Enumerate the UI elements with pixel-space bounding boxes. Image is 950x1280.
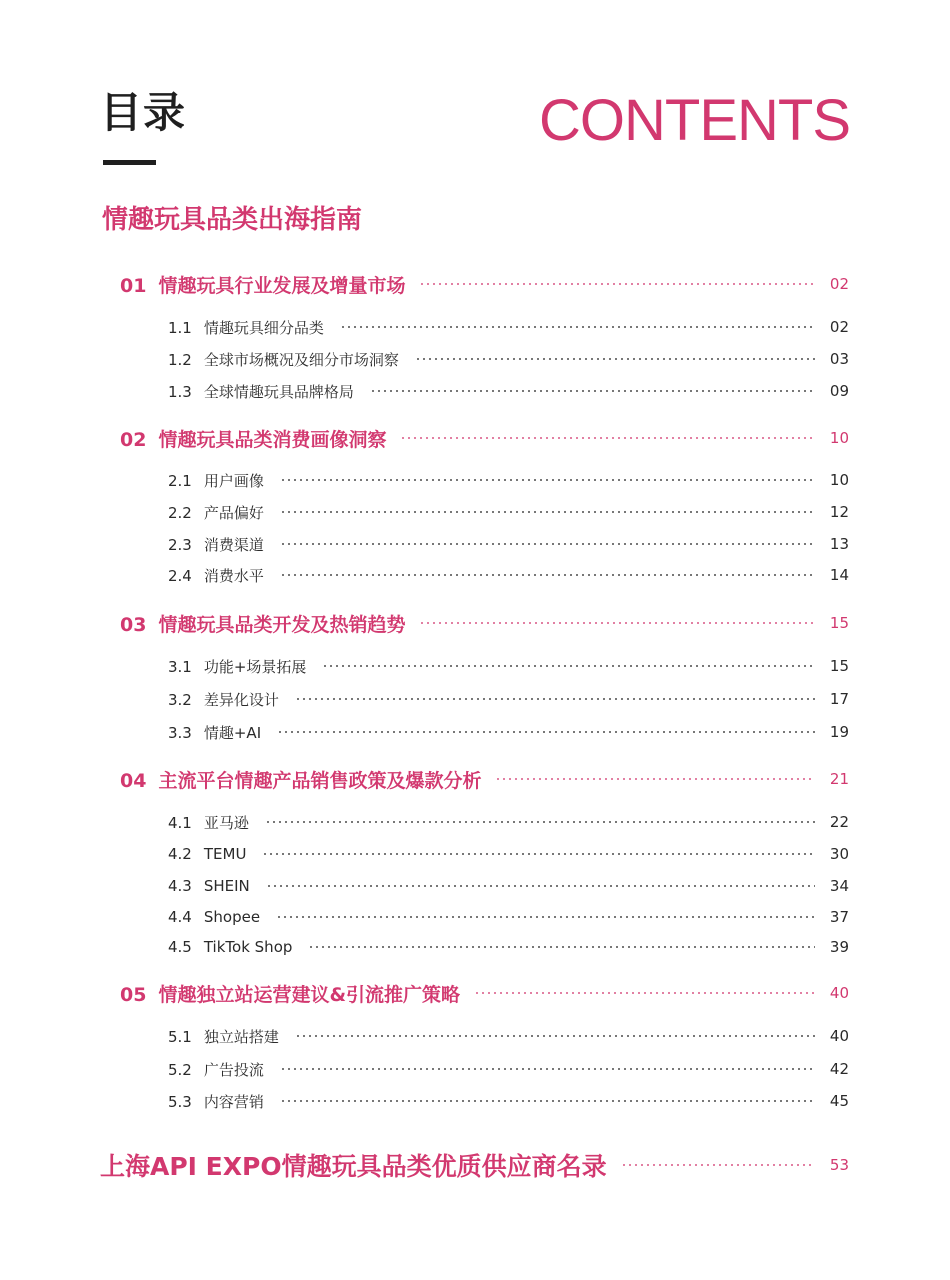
item-label bbox=[168, 317, 324, 338]
guide-title: 情趣玩具品类出海指南 bbox=[102, 205, 363, 235]
page-title-cn: 目录 bbox=[100, 88, 187, 137]
dot-leader bbox=[262, 853, 815, 855]
item-title: 情趣玩具细分品类 bbox=[203, 318, 324, 337]
toc-item-4-1[interactable] bbox=[168, 810, 849, 834]
item-page-number: 03 bbox=[829, 350, 849, 368]
toc-section-04[interactable] bbox=[120, 767, 849, 791]
section-page-number: 02 bbox=[829, 275, 849, 293]
item-page-number: 39 bbox=[829, 938, 849, 956]
section-page-number: 40 bbox=[829, 984, 849, 1002]
toc-item-2-1[interactable] bbox=[168, 468, 849, 492]
item-label bbox=[168, 722, 261, 743]
item-title: 消费水平 bbox=[203, 566, 264, 585]
item-page-number: 37 bbox=[829, 908, 849, 926]
toc-item-2-2[interactable] bbox=[168, 500, 849, 524]
item-number: 2.1 bbox=[168, 471, 192, 490]
item-label bbox=[168, 1059, 264, 1080]
item-number: 1.3 bbox=[168, 382, 192, 401]
item-title: 独立站搭建 bbox=[203, 1027, 279, 1046]
item-page-number: 12 bbox=[829, 503, 849, 521]
item-page-number: 30 bbox=[829, 845, 849, 863]
item-page-number: 40 bbox=[829, 1027, 849, 1045]
toc-item-3-2[interactable] bbox=[168, 687, 849, 711]
toc-item-4-5[interactable] bbox=[168, 935, 849, 959]
item-title: 内容营销 bbox=[203, 1092, 264, 1111]
section-label bbox=[120, 271, 405, 298]
appendix-page-number: 53 bbox=[829, 1156, 849, 1174]
item-page-number: 22 bbox=[829, 813, 849, 831]
item-label bbox=[168, 565, 264, 586]
item-label bbox=[168, 381, 354, 402]
item-title: 亚马逊 bbox=[203, 813, 249, 832]
page-title-en: CONTENTS bbox=[539, 88, 850, 153]
section-title: 情趣独立站运营建议&引流推广策略 bbox=[158, 983, 461, 1006]
dot-leader bbox=[295, 698, 815, 700]
item-label bbox=[168, 534, 264, 555]
dot-leader bbox=[400, 437, 815, 439]
toc-item-4-3[interactable] bbox=[168, 874, 849, 898]
item-page-number: 09 bbox=[829, 382, 849, 400]
section-label bbox=[120, 766, 481, 793]
section-page-number: 10 bbox=[829, 429, 849, 447]
dot-leader bbox=[419, 622, 815, 624]
section-label bbox=[120, 425, 386, 452]
toc-section-01[interactable] bbox=[120, 272, 849, 296]
item-page-number: 02 bbox=[829, 318, 849, 336]
item-title: 用户画像 bbox=[203, 471, 264, 490]
item-title: 全球市场概况及细分市场洞察 bbox=[203, 350, 399, 369]
item-number: 2.2 bbox=[168, 503, 192, 522]
item-number: 3.1 bbox=[168, 657, 192, 676]
section-page-number: 15 bbox=[829, 614, 849, 632]
section-label bbox=[120, 610, 405, 637]
toc-item-5-2[interactable] bbox=[168, 1057, 849, 1081]
toc-item-3-3[interactable] bbox=[168, 720, 849, 744]
dot-leader bbox=[276, 916, 815, 918]
item-number: 1.1 bbox=[168, 318, 192, 337]
item-title: SHEIN bbox=[203, 877, 250, 895]
section-number: 03 bbox=[120, 613, 147, 636]
title-underline bbox=[103, 160, 156, 165]
dot-leader bbox=[280, 543, 815, 545]
toc-item-1-3[interactable] bbox=[168, 379, 849, 403]
item-number: 5.3 bbox=[168, 1092, 192, 1111]
item-title: 广告投流 bbox=[203, 1060, 264, 1079]
item-number: 5.2 bbox=[168, 1060, 192, 1079]
toc-section-03[interactable] bbox=[120, 611, 849, 635]
toc-section-02[interactable] bbox=[120, 426, 849, 450]
item-label bbox=[168, 349, 399, 370]
section-number: 05 bbox=[120, 983, 147, 1006]
item-label bbox=[168, 938, 292, 956]
item-label bbox=[168, 689, 279, 710]
item-title: 消费渠道 bbox=[203, 535, 264, 554]
dot-leader bbox=[495, 778, 815, 780]
item-page-number: 13 bbox=[829, 535, 849, 553]
dot-leader bbox=[280, 511, 815, 513]
toc-item-2-4[interactable] bbox=[168, 563, 849, 587]
dot-leader bbox=[280, 574, 815, 576]
dot-leader bbox=[474, 992, 815, 994]
item-title: 功能+场景拓展 bbox=[203, 657, 307, 676]
section-label bbox=[120, 980, 460, 1007]
dot-leader bbox=[265, 821, 815, 823]
item-number: 4.2 bbox=[168, 845, 192, 863]
dot-leader bbox=[266, 885, 815, 887]
item-number: 3.2 bbox=[168, 690, 192, 709]
item-number: 2.3 bbox=[168, 535, 192, 554]
item-number: 4.4 bbox=[168, 908, 192, 926]
toc-item-5-3[interactable] bbox=[168, 1089, 849, 1113]
dot-leader bbox=[415, 358, 815, 360]
toc-appendix[interactable] bbox=[100, 1149, 849, 1181]
item-title: TEMU bbox=[203, 845, 247, 863]
item-page-number: 14 bbox=[829, 566, 849, 584]
section-title: 情趣玩具行业发展及增量市场 bbox=[158, 274, 406, 297]
item-title: Shopee bbox=[203, 908, 261, 926]
dot-leader bbox=[370, 390, 815, 392]
toc-item-1-2[interactable] bbox=[168, 347, 849, 371]
toc-section-05[interactable] bbox=[120, 981, 849, 1005]
item-page-number: 15 bbox=[829, 657, 849, 675]
dot-leader bbox=[280, 1100, 815, 1102]
item-number: 4.5 bbox=[168, 938, 192, 956]
dot-leader bbox=[280, 1068, 815, 1070]
dot-leader bbox=[308, 946, 815, 948]
item-label bbox=[168, 470, 264, 491]
item-page-number: 17 bbox=[829, 690, 849, 708]
item-label bbox=[168, 812, 249, 833]
appendix-title: 上海API EXPO情趣玩具品类优质供应商名录 bbox=[100, 1152, 607, 1181]
item-label bbox=[168, 502, 264, 523]
toc-item-5-1[interactable] bbox=[168, 1024, 849, 1048]
item-title: TikTok Shop bbox=[203, 938, 293, 956]
dot-leader bbox=[295, 1035, 815, 1037]
item-number: 4.3 bbox=[168, 877, 192, 895]
item-page-number: 45 bbox=[829, 1092, 849, 1110]
toc-item-3-1[interactable] bbox=[168, 654, 849, 678]
dot-leader bbox=[621, 1164, 815, 1166]
item-label bbox=[168, 1091, 264, 1112]
item-page-number: 19 bbox=[829, 723, 849, 741]
dot-leader bbox=[419, 283, 815, 285]
item-title: 差异化设计 bbox=[203, 690, 279, 709]
section-title: 情趣玩具品类消费画像洞察 bbox=[158, 428, 387, 451]
dot-leader bbox=[340, 326, 815, 328]
item-number: 5.1 bbox=[168, 1027, 192, 1046]
item-page-number: 42 bbox=[829, 1060, 849, 1078]
dot-leader bbox=[322, 665, 815, 667]
section-title: 主流平台情趣产品销售政策及爆款分析 bbox=[158, 769, 482, 792]
toc-item-4-2[interactable] bbox=[168, 842, 849, 866]
item-title: 全球情趣玩具品牌格局 bbox=[203, 382, 354, 401]
section-number: 04 bbox=[120, 769, 147, 792]
dot-leader bbox=[280, 479, 815, 481]
section-number: 01 bbox=[120, 274, 147, 297]
section-title: 情趣玩具品类开发及热销趋势 bbox=[158, 613, 406, 636]
item-page-number: 34 bbox=[829, 877, 849, 895]
toc-item-2-3[interactable] bbox=[168, 532, 849, 556]
toc-item-1-1[interactable] bbox=[168, 315, 849, 339]
item-number: 1.2 bbox=[168, 350, 192, 369]
item-label bbox=[168, 656, 306, 677]
item-label bbox=[168, 1026, 279, 1047]
dot-leader bbox=[277, 731, 815, 733]
item-label bbox=[168, 908, 260, 926]
item-number: 3.3 bbox=[168, 723, 192, 742]
item-label bbox=[168, 845, 246, 863]
section-page-number: 21 bbox=[829, 770, 849, 788]
item-number: 4.1 bbox=[168, 813, 192, 832]
toc-item-4-4[interactable] bbox=[168, 905, 849, 929]
item-title: 情趣+AI bbox=[203, 723, 262, 742]
item-label bbox=[168, 877, 250, 895]
item-page-number: 10 bbox=[829, 471, 849, 489]
item-number: 2.4 bbox=[168, 566, 192, 585]
item-title: 产品偏好 bbox=[203, 503, 264, 522]
section-number: 02 bbox=[120, 428, 147, 451]
